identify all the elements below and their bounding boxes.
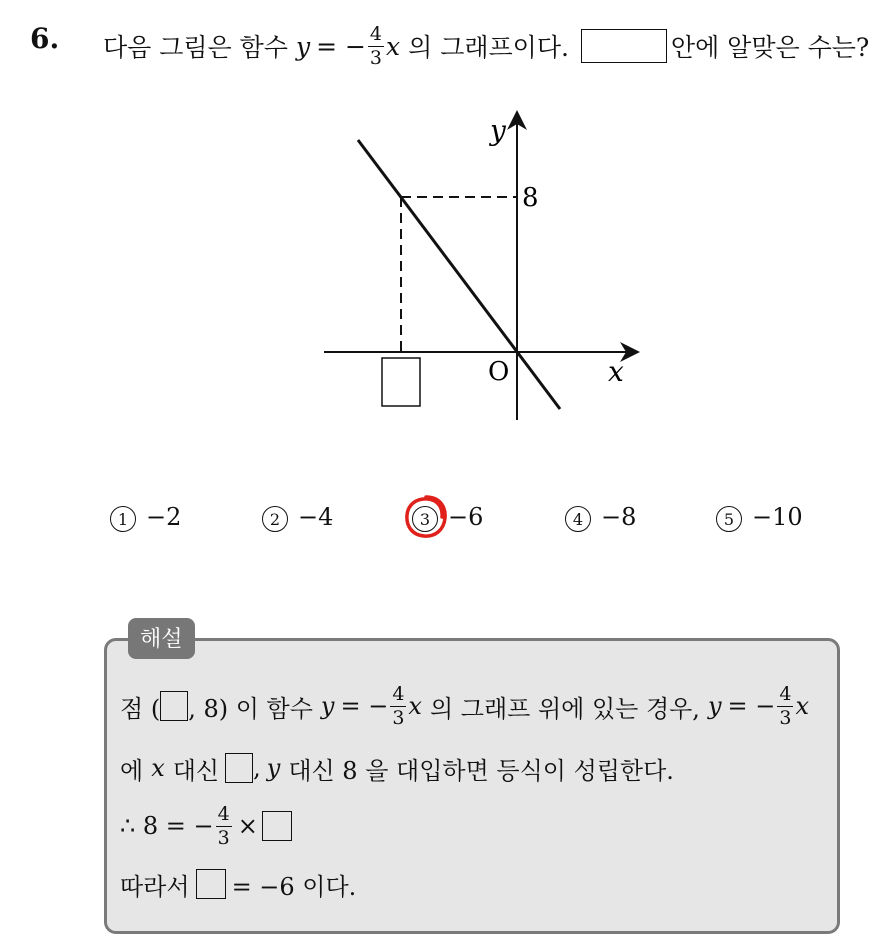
solution-tag: 해설	[128, 618, 195, 659]
solution-var-y: y	[266, 754, 281, 782]
solution-fraction	[777, 682, 793, 729]
solution-text: ×	[237, 812, 258, 840]
solution-blank-box	[196, 869, 226, 899]
solution-line-3	[120, 796, 292, 856]
fraction-denominator: 3	[217, 826, 230, 849]
choice-value: −2	[146, 503, 182, 531]
solution-text: ,	[253, 754, 261, 782]
solution-var-x: x	[795, 692, 809, 720]
point-value-label: 8	[522, 183, 539, 213]
solution-blank-box	[160, 691, 188, 721]
fraction-numerator: 4	[217, 802, 230, 825]
solution-var-y: y	[707, 692, 722, 720]
question-number: 6.	[30, 22, 60, 55]
choice-4[interactable]	[565, 503, 636, 532]
solution-eq: = −	[727, 692, 776, 720]
question-text-after: 안에 알맞은 수는?	[670, 33, 870, 62]
question-func-eq: = −	[316, 31, 366, 61]
choice-2[interactable]	[262, 503, 333, 532]
solution-fraction	[216, 802, 232, 849]
solution-line-1	[120, 676, 809, 736]
solution-text: 의 그래프 위에 있는 경우,	[429, 694, 700, 723]
solution-blank-box	[225, 753, 253, 783]
choice-value: −6	[448, 503, 484, 531]
solution-var-x: x	[408, 692, 422, 720]
question-func-y: y	[295, 31, 311, 61]
solution-text: , 8) 이 함수	[188, 694, 313, 723]
solution-line-2	[120, 748, 674, 788]
solution-line-4	[120, 864, 356, 904]
solution-eq: = −	[340, 692, 389, 720]
question-text-middle: 의 그래프이다.	[408, 33, 569, 62]
choice-value: −4	[298, 503, 334, 531]
choice-value: −10	[752, 503, 803, 531]
solution-var-x: x	[151, 754, 165, 782]
y-axis-label: y	[490, 114, 506, 147]
choice-marker: 4	[565, 506, 591, 532]
fraction-denominator: 3	[392, 706, 405, 729]
solution-fraction	[390, 682, 406, 729]
solution-text: 대신	[172, 756, 220, 785]
choice-marker: 2	[262, 506, 288, 532]
choice-1[interactable]	[110, 503, 181, 532]
fraction-denominator: 3	[779, 706, 792, 729]
solution-text: 점 (	[120, 694, 161, 723]
choice-marker: 1	[110, 506, 136, 532]
choice-3[interactable]	[412, 503, 483, 532]
choice-marker: 3	[412, 506, 438, 532]
solution-text: 에	[120, 756, 144, 785]
question-func-x: x	[386, 31, 401, 61]
choice-5[interactable]	[716, 503, 803, 532]
question-fraction-denominator: 3	[369, 46, 383, 69]
question-fraction-numerator: 4	[369, 22, 383, 45]
solution-text: 대신 8 을 대입하면 등식이 성립한다.	[288, 756, 674, 785]
graph-blank-box	[382, 358, 420, 406]
fraction-numerator: 4	[392, 682, 405, 705]
solution-text: 따라서	[120, 872, 190, 901]
solution-text: = −6 이다.	[231, 872, 357, 901]
question-text-before: 다음 그림은 함수	[103, 33, 288, 62]
choice-value: −8	[601, 503, 637, 531]
solution-blank-box	[262, 811, 292, 841]
solution-var-y: y	[320, 692, 335, 720]
choice-marker: 5	[716, 506, 742, 532]
x-axis-label: x	[608, 355, 624, 388]
solution-text: ∴ 8 = −	[120, 812, 214, 840]
origin-label: O	[488, 357, 510, 387]
fraction-numerator: 4	[779, 682, 792, 705]
